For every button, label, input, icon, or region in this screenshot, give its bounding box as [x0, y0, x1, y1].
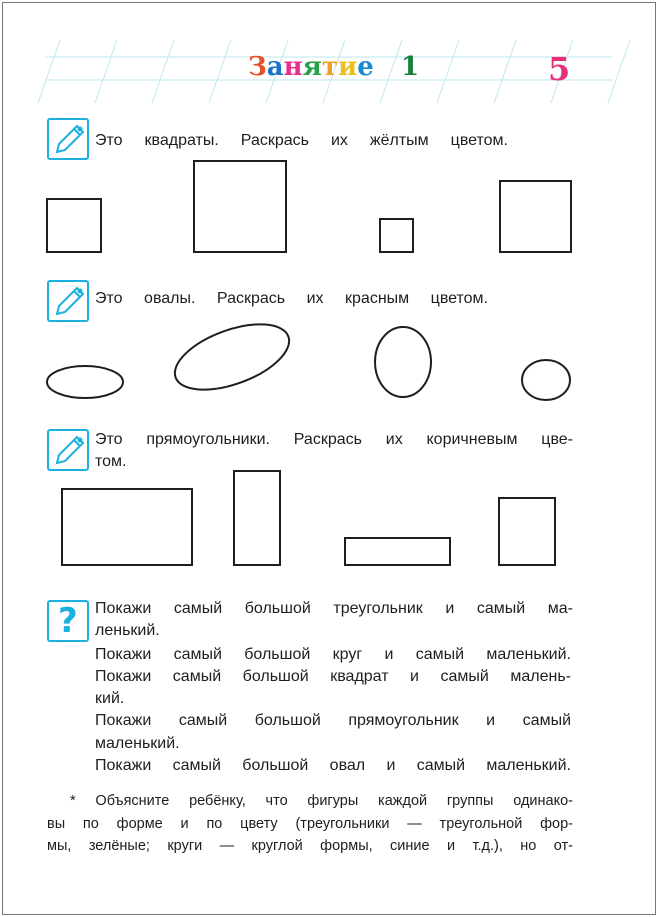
square — [500, 181, 571, 252]
rectangle — [62, 489, 192, 565]
title-letter: я — [302, 52, 322, 82]
footnote-line: * Объясните ребёнку, что фигуры каждой группы одинако- — [70, 793, 573, 809]
question-line: Покажи самый большой квадрат и самый малень- — [95, 668, 571, 685]
oval — [375, 327, 431, 397]
oval — [522, 360, 570, 400]
footnote-line: вы по форме и по цвету (треугольники — треугольной фор- — [47, 816, 573, 832]
oval — [47, 366, 123, 398]
title-letter: и — [338, 52, 358, 82]
title-letter: е — [357, 52, 374, 82]
title-letter: З — [248, 52, 267, 82]
square — [47, 199, 101, 252]
square — [380, 219, 413, 252]
task-rectangles-text: том. — [95, 453, 127, 470]
title-letter: н — [283, 52, 303, 82]
question-line: Покажи самый большой круг и самый маленький. — [95, 646, 571, 663]
lesson-number: 1 — [401, 52, 420, 82]
task-squares-text: Это квадраты. Раскрась их жёлтым цветом. — [95, 132, 508, 149]
question-line: Покажи самый большой треугольник и самый ма- — [95, 600, 573, 617]
task-ovals-text: Это овалы. Раскрась их красным цветом. — [95, 290, 488, 307]
footnote-line: мы, зелёные; круги — круглой формы, синие и т.д.), но от- — [47, 838, 573, 854]
square — [194, 161, 286, 252]
question-icon: ? — [47, 600, 89, 642]
rectangle — [499, 498, 555, 565]
task-rectangles-text: Это прямоугольники. Раскрась их коричневым цве- — [95, 431, 573, 448]
question-line: Покажи самый большой прямоугольник и самый — [95, 712, 571, 729]
question-line: ленький. — [95, 622, 160, 639]
oval — [166, 311, 297, 403]
page-number: 5 — [548, 50, 571, 88]
question-line: кий. — [95, 690, 125, 707]
question-line: маленький. — [95, 735, 180, 752]
rectangle — [345, 538, 450, 565]
question-line: Покажи самый большой овал и самый маленький. — [95, 757, 571, 774]
title-letter: т — [321, 52, 338, 82]
rectangle — [234, 471, 280, 565]
title-letter: а — [266, 52, 284, 82]
